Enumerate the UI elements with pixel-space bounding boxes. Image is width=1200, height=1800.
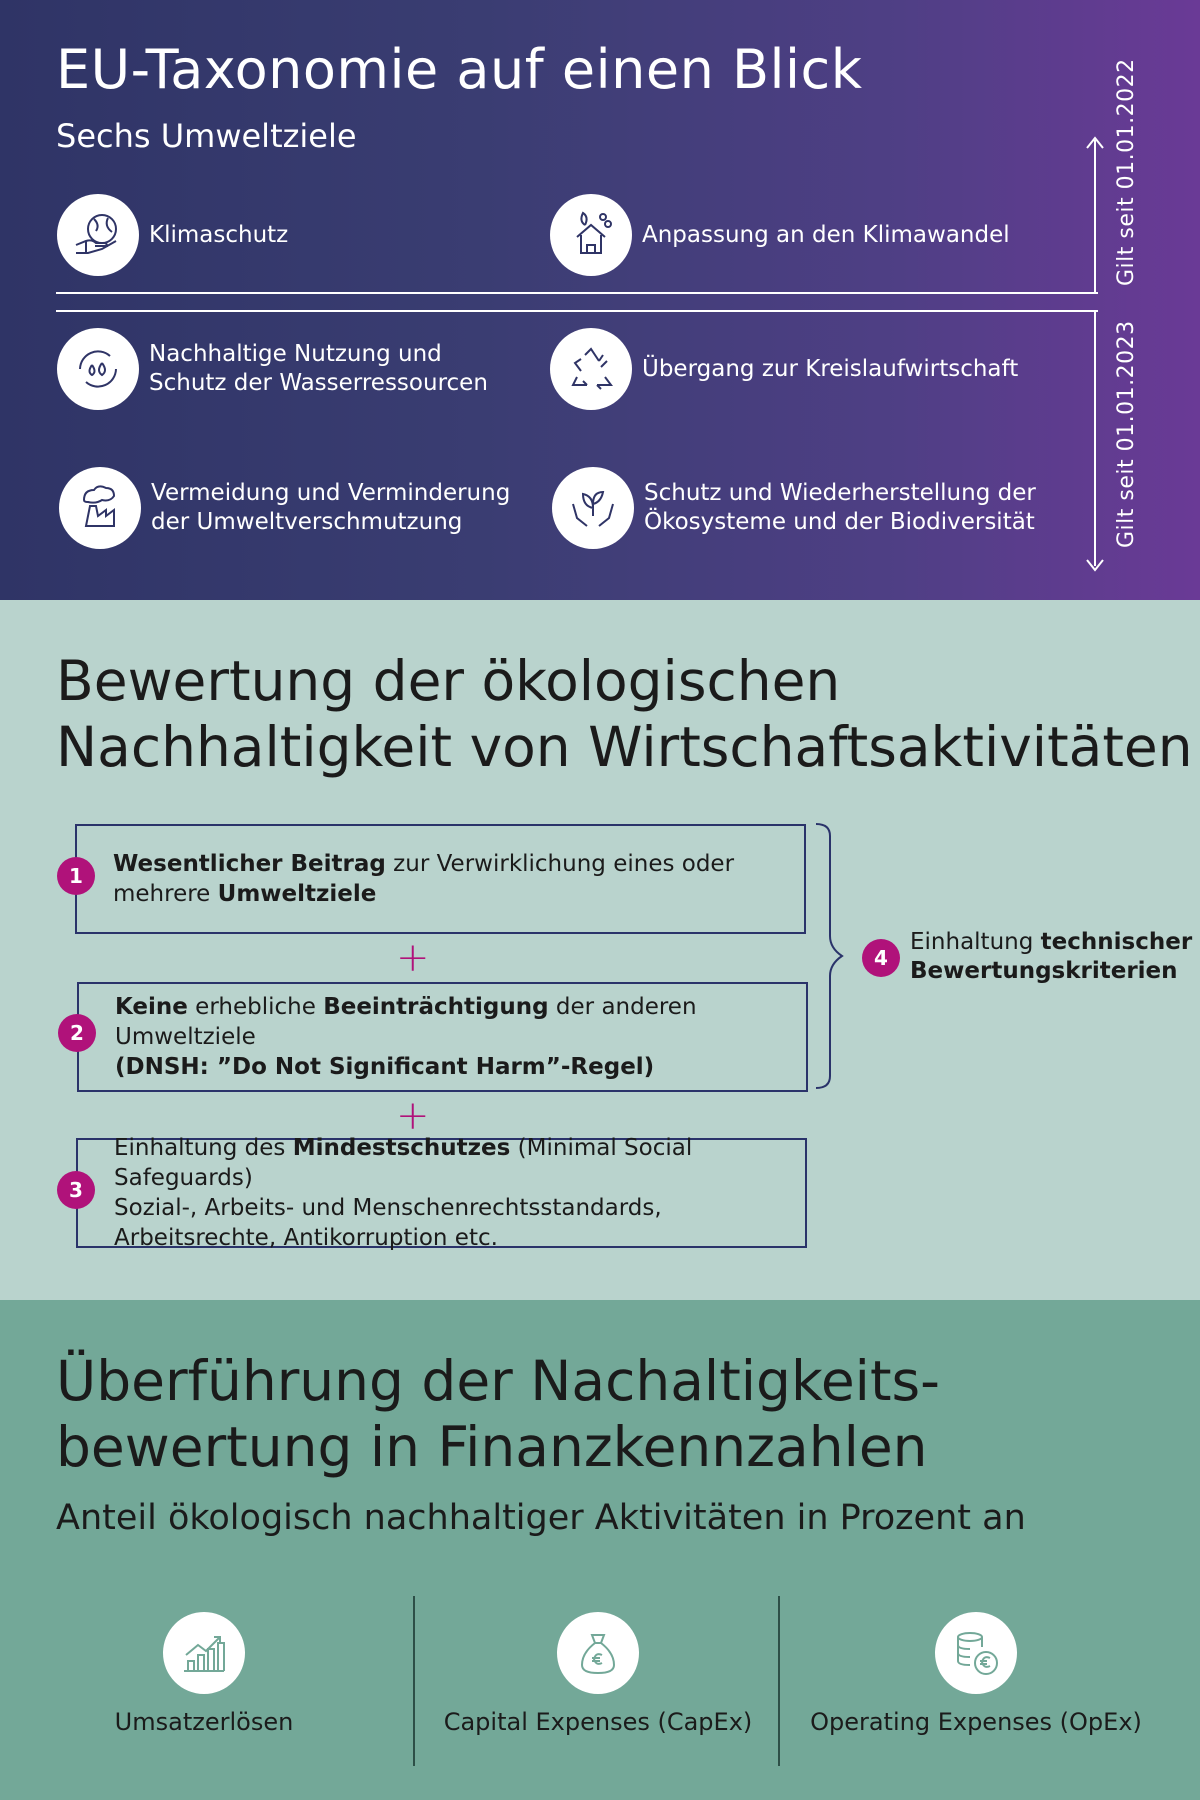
metric-label: Capital Expenses (CapEx) [443, 1708, 753, 1736]
financial-title: Überführung der Nachaltigkeits- bewertung in Finanzkennzahlen [56, 1349, 941, 1479]
climate-protection-icon [57, 194, 139, 276]
metric-capex [438, 1612, 758, 1736]
divider-line [56, 310, 1098, 312]
arrow-up-icon [1085, 136, 1105, 150]
goal-climate-adaptation [550, 194, 1010, 276]
goal-climate-protection [57, 194, 288, 276]
criterion-box-1: Wesentlicher Beitrag zur Verwirklichung eines oder mehrere Umweltziele [75, 824, 806, 934]
goal-circular-economy [550, 328, 1018, 410]
goal-label: Übergang zur Kreislaufwirtschaft [642, 355, 1019, 382]
assessment-section [0, 600, 1200, 1300]
environmental-goals-section [0, 0, 1200, 600]
divider-line [56, 292, 1098, 294]
separator-line [413, 1596, 415, 1766]
goal-label: Schutz und Wiederherstellung der Ökosysteme und der Biodiversität [644, 480, 1036, 535]
financial-metrics-section [0, 1300, 1200, 1800]
arrow-down-icon [1085, 558, 1105, 572]
criterion-box-2: Keine erhebliche Beeinträchtigung der anderen Umweltziele (DNSH: ”Do Not Significant Harm”-Regel) [77, 982, 808, 1092]
coins-euro-icon [935, 1612, 1017, 1694]
goal-label: Anpassung an den Klimawandel [642, 221, 1010, 248]
valid-since-2023: Gilt seit 01.01.2023 [1114, 320, 1139, 548]
step-number-1: 1 [57, 857, 95, 895]
goal-pollution [59, 467, 510, 549]
technical-criteria-label: Einhaltung technischer Bewertungskriterien [910, 929, 1193, 984]
metric-label: Operating Expenses (OpEx) [810, 1708, 1142, 1736]
goal-water [57, 328, 488, 410]
water-cycle-icon [57, 328, 139, 410]
step-number-2: 2 [58, 1014, 96, 1052]
timeline-line-2022 [1094, 140, 1096, 294]
bar-chart-growth-icon [163, 1612, 245, 1694]
goal-label: Nachhaltige Nutzung und Schutz der Wasserressourcen [149, 341, 488, 396]
valid-since-2022: Gilt seit 01.01.2022 [1114, 58, 1139, 286]
goal-label: Vermeidung und Verminderung der Umweltverschmutzung [151, 480, 511, 535]
recycle-icon [550, 328, 632, 410]
climate-adaptation-icon [550, 194, 632, 276]
step-number-3: 3 [57, 1171, 95, 1209]
plus-sign: + [396, 1093, 430, 1139]
goal-biodiversity [552, 467, 1036, 549]
timeline-line-2023 [1094, 310, 1096, 566]
biodiversity-hands-icon [552, 467, 634, 549]
metric-label: Umsatzerlösen [114, 1708, 294, 1736]
assessment-title: Bewertung der ökologischen Nachhaltigkeit von Wirtschaftsaktivitäten [56, 649, 1193, 779]
step-number-4: 4 [862, 939, 900, 977]
financial-subtitle: Anteil ökologisch nachhaltiger Aktivitäten in Prozent an [56, 1498, 1026, 1538]
goals-subtitle: Sechs Umweltziele [56, 117, 357, 155]
goal-label: Klimaschutz [149, 221, 289, 248]
metric-revenue [74, 1612, 334, 1736]
plus-sign: + [396, 935, 430, 981]
main-title: EU-Taxonomie auf einen Blick [56, 38, 863, 101]
criterion-box-3: Einhaltung des Mindestschutzes (Minimal Social Safeguards) Sozial-, Arbeits- und Menschenrechtsstandards, Arbeitsrechte, Antikorruption etc. [76, 1138, 807, 1248]
separator-line [778, 1596, 780, 1766]
factory-pollution-icon [59, 467, 141, 549]
bracket-icon [812, 822, 862, 1094]
metric-opex [806, 1612, 1146, 1736]
money-bag-euro-icon [557, 1612, 639, 1694]
